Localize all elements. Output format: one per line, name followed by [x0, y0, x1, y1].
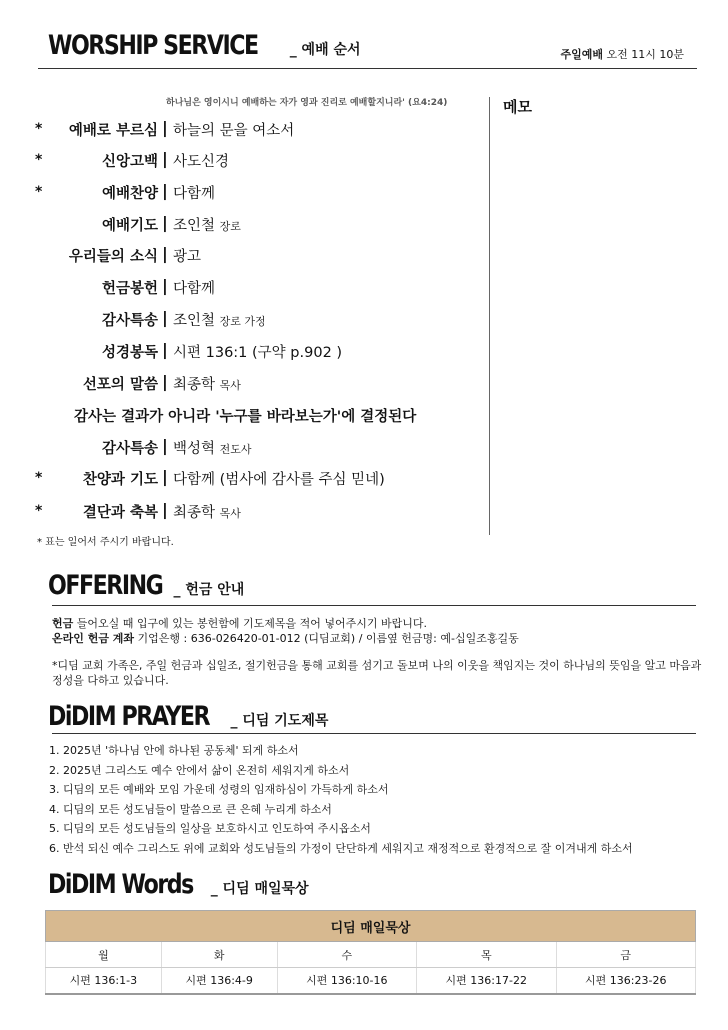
order-value-text: 조인철 — [173, 313, 216, 329]
meditation-table — [45, 910, 696, 995]
order-item: 예배로 부르심 — [68, 123, 158, 139]
account-text: 기업은행 : 636-026420-01-012 (디딤교회) / 이름옆 헌금명: 예-십일조홍길동 — [134, 632, 519, 645]
prayer-item: 5. 디딤의 모든 성도님들의 일상을 보호하시고 인도하여 주시옵소서 — [49, 822, 371, 836]
prayer-subtitle: _ 디딤 기도제목 — [230, 713, 329, 729]
order-item: 신앙고백 — [101, 154, 158, 170]
account-label: 온라인 헌금 계좌 — [52, 632, 135, 645]
order-value-text: 다함께 — [173, 281, 216, 297]
order-separator: | — [162, 372, 168, 391]
standing-note: * 표는 일어서 주시기 바랍니다. — [37, 537, 174, 548]
stand-marker: * — [35, 121, 43, 137]
order-separator: | — [162, 500, 168, 519]
order-item: 성경봉독 — [101, 345, 158, 361]
worship-time-value: 오전 11시 10분 — [606, 48, 684, 61]
order-value — [173, 182, 215, 203]
prayer-rule — [52, 733, 696, 734]
order-role: 목사 — [219, 507, 241, 520]
order-value-text: 하늘의 문을 여소서 — [173, 123, 295, 139]
order-value — [173, 501, 241, 522]
prayer-item: 4. 디딤의 모든 성도님들이 말씀으로 큰 은혜 누리게 하소서 — [49, 802, 332, 816]
order-value-text: 다함께 — [173, 186, 216, 202]
prayer-item: 3. 디딤의 모든 예배와 모임 가운데 성령의 임재하심이 가득하게 하소서 — [49, 783, 389, 797]
offering-rule — [52, 605, 696, 606]
reading-cell: 시편 136:23-26 — [556, 968, 696, 994]
day-header: 월 — [46, 942, 162, 968]
order-row — [0, 468, 480, 490]
order-value — [173, 309, 266, 330]
order-row — [0, 182, 480, 204]
order-value — [173, 341, 342, 362]
worship-title: WORSHIP SERVICE — [48, 30, 258, 61]
order-role: 장로 가정 — [219, 315, 266, 328]
offering-subtitle: _ 헌금 안내 — [173, 582, 245, 598]
worship-subtitle: _ 예배 순서 — [289, 42, 361, 58]
reading-cell: 시편 136:10-16 — [277, 968, 416, 994]
order-value-text: 다함께 (범사에 감사를 주심 믿네) — [173, 472, 385, 488]
order-row — [0, 245, 480, 267]
order-row — [0, 341, 480, 363]
order-row — [0, 373, 480, 395]
offering-account-line — [52, 631, 702, 646]
order-item: 헌금봉헌 — [101, 281, 158, 297]
day-header: 목 — [417, 942, 556, 968]
order-value — [173, 373, 241, 394]
order-role: 전도사 — [219, 443, 252, 456]
order-separator: | — [162, 118, 168, 137]
order-separator: | — [162, 244, 168, 263]
offering-note: *디딤 교회 가족은, 주일 헌금과 십일조, 절기헌금을 통해 교회를 섬기고 돌보며 나의 이웃을 책임지는 것이 하나님의 뜻임을 알고 마음과 정성을 다하고 있습니다. — [52, 659, 702, 687]
order-separator: | — [162, 308, 168, 327]
order-value — [173, 150, 229, 171]
memo-label: 메모 — [503, 98, 532, 116]
offering-title: OFFERING — [48, 570, 163, 601]
order-row — [0, 501, 480, 523]
order-value-text: 시편 136:1 (구약 p.902 ) — [173, 345, 343, 361]
day-header: 금 — [556, 942, 696, 968]
order-separator: | — [162, 149, 168, 168]
reading-cell: 시편 136:4-9 — [161, 968, 277, 994]
order-separator: | — [162, 213, 168, 232]
order-row — [0, 277, 480, 299]
order-row — [0, 214, 480, 236]
stand-marker: * — [35, 184, 43, 200]
order-value-text: 조인철 — [173, 218, 216, 234]
prayer-title: DiDIM PRAYER — [48, 701, 210, 732]
day-header: 화 — [161, 942, 277, 968]
order-item: 예배기도 — [101, 218, 158, 234]
scripture-verse: 하나님은 영이시니 예배하는 자가 영과 진리로 예배할지니라' (요4:24) — [166, 98, 448, 108]
order-row — [0, 309, 480, 331]
order-separator: | — [162, 436, 168, 455]
order-value-text: 사도신경 — [173, 154, 230, 170]
prayer-item: 2. 2025년 그리스도 예수 안에서 삶이 온전히 세워지게 하소서 — [49, 763, 350, 777]
order-item: 우리들의 소식 — [68, 249, 158, 265]
memo-divider — [489, 97, 490, 535]
order-value — [173, 119, 294, 140]
order-item: 선포의 말씀 — [82, 377, 158, 393]
order-value-text: 최종학 — [173, 505, 216, 521]
sermon-title: 감사는 결과가 아니라 '누구를 바라보는가'에 결정된다 — [74, 409, 417, 425]
worship-time-label: 주일예배 — [560, 48, 603, 61]
meditation-table-caption: 디딤 매일묵상 — [46, 911, 696, 942]
order-value — [173, 245, 201, 266]
reading-cell: 시편 136:1-3 — [46, 968, 162, 994]
order-row — [0, 437, 480, 459]
order-value — [173, 214, 241, 235]
offering-info — [52, 616, 702, 646]
order-row — [0, 119, 480, 141]
order-value — [173, 277, 215, 298]
prayer-item: 1. 2025년 '하나님 안에 하나된 공동체' 되게 하소서 — [49, 744, 299, 757]
prayer-header — [48, 701, 328, 732]
worship-rule — [38, 68, 697, 69]
order-item: 찬양과 기도 — [82, 472, 158, 488]
order-item: 감사특송 — [101, 313, 158, 329]
stand-marker: * — [35, 503, 43, 519]
stand-marker: * — [35, 152, 43, 168]
order-value-text: 최종학 — [173, 377, 216, 393]
reading-cell: 시편 136:17-22 — [417, 968, 556, 994]
order-value-text: 백성혁 — [173, 441, 216, 457]
order-value-text: 광고 — [173, 249, 202, 265]
order-item: 결단과 축복 — [82, 505, 158, 521]
words-subtitle: _ 디딤 매일묵상 — [210, 881, 309, 897]
order-row — [0, 150, 480, 172]
offering-header — [48, 570, 244, 601]
order-role: 장로 — [219, 220, 241, 233]
offering-line-text: 들어오실 때 입구에 있는 봉헌함에 기도제목을 적어 넣어주시기 바랍니다. — [73, 617, 428, 630]
order-item: 감사특송 — [101, 441, 158, 457]
order-separator: | — [162, 340, 168, 359]
day-header: 수 — [277, 942, 416, 968]
words-title: DiDIM Words — [48, 869, 193, 900]
order-value — [173, 437, 252, 458]
worship-time — [560, 46, 684, 62]
prayer-item: 6. 반석 되신 예수 그리스도 위에 교회와 성도님들의 가정이 단단하게 세워지고 재정적으로 환경적으로 잘 이겨내게 하소서 — [49, 841, 633, 855]
order-separator: | — [162, 276, 168, 295]
offering-label: 헌금 — [52, 617, 74, 630]
offering-line — [52, 616, 702, 631]
stand-marker: * — [35, 470, 43, 486]
prayer-list — [49, 742, 633, 860]
words-header — [48, 869, 309, 900]
worship-header — [48, 30, 361, 61]
order-separator: | — [162, 467, 168, 486]
order-item: 예배찬양 — [101, 186, 158, 202]
order-separator: | — [162, 181, 168, 200]
order-role: 목사 — [219, 379, 241, 392]
order-value — [173, 468, 385, 489]
